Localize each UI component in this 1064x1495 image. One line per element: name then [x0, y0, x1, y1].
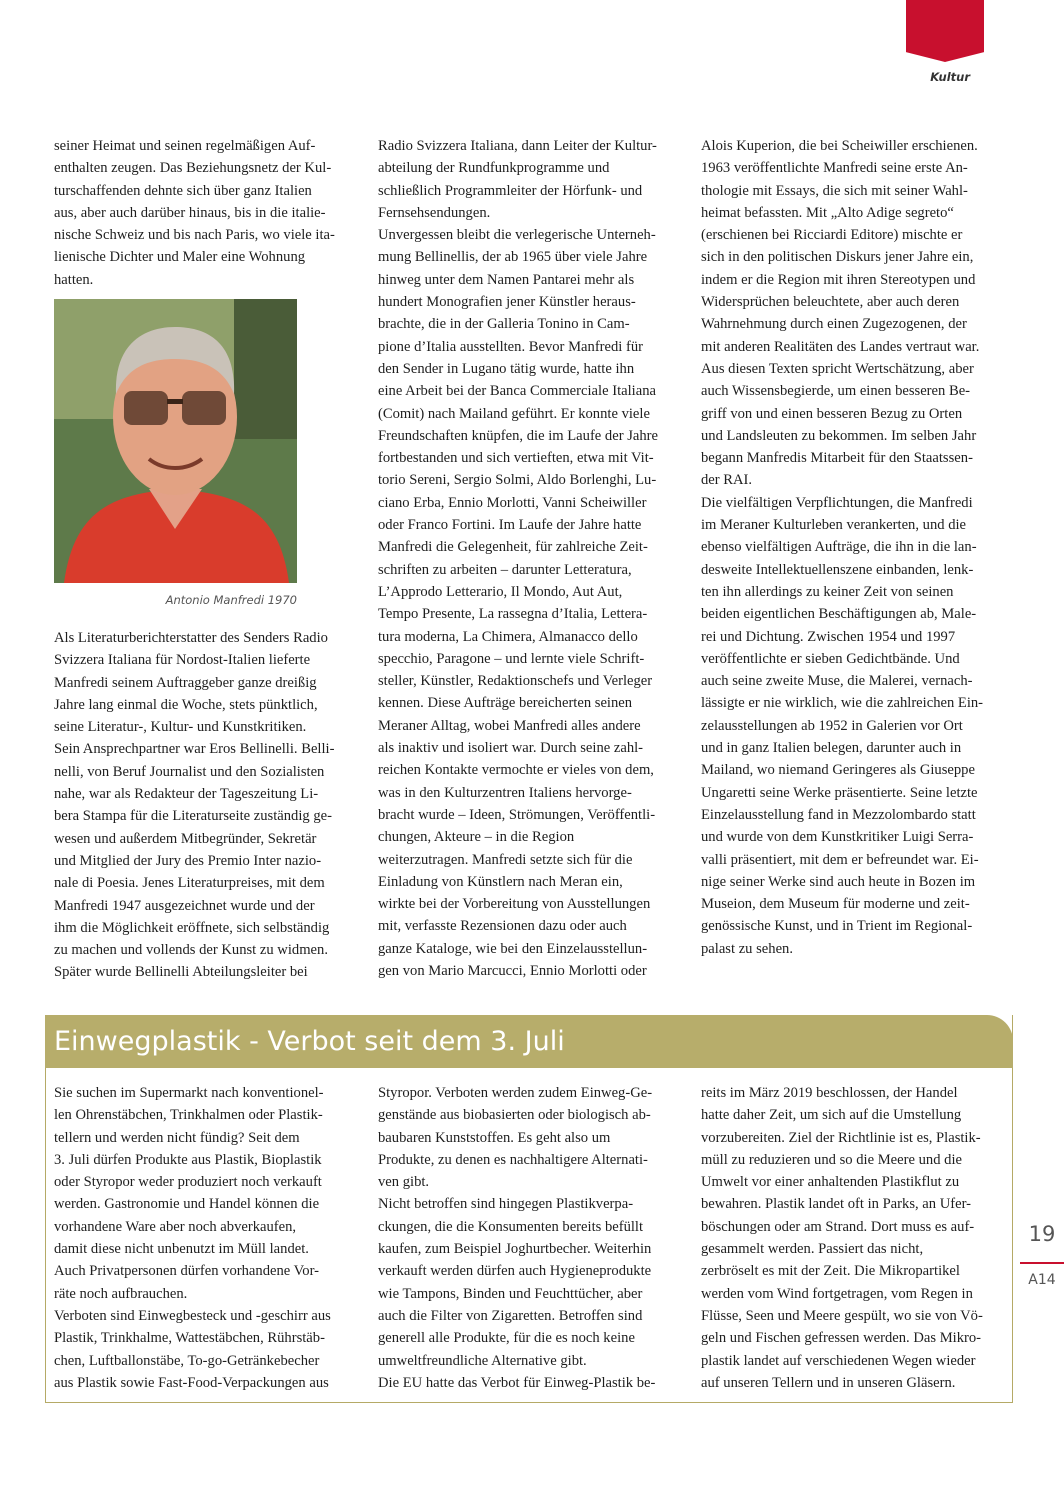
article-column-1-bottom — [54, 627, 354, 984]
section-label: Kultur — [930, 70, 970, 84]
info-box-column-1 — [54, 1082, 359, 1394]
article-column-1-top — [54, 135, 354, 291]
photo-caption: Antonio Manfredi 1970 — [165, 593, 297, 607]
page-code: A14 — [1028, 1272, 1056, 1288]
info-box-column-3 — [701, 1082, 1006, 1394]
info-box-paragraph: Styropor. Verboten werden zudem Einweg-Ge- genstände aus biobasierten oder biologisch ab- baubaren Kunststoffen. Es geht also um Produkte, zu denen es nachhaltigere Alternati- ven gibt. Nicht betroffen sind hingegen Plastikverpa- ckungen, die die Konsumenten bereits befüllt kaufen, zum Beispiel Joghurtbecher. Weiterhin verkauft werden dürfen auch Hygieneprodukte wie Tampons, Binden und Feuchttücher, aber auch die Filter von Zigaretten. Betroffen sind generell alle Produkte, für die es noch keine umweltfreundliche Alternative gibt. Die EU hatte das Verbot für Einweg-Plastik be- — [378, 1085, 656, 1391]
info-box-column-2 — [378, 1082, 683, 1394]
article-paragraph: Radio Svizzera Italiana, dann Leiter der Kultur- abteilung der Rundfunkprogramme und schließlich Programmleiter der Hörfunk- und Fernsehsendungen. Unvergessen bleibt die verlegerische Unterneh- mung Bellinellis, der ab 1965 über viele Jahre hinweg unter dem Namen Pantarei mehr als hundert Monografien jener Künstler heraus- brachte, die in der Galleria Tonino in Cam- pione d’Italia ausstellten. Bevor Manfredi für den Sender in Lugano tätig wurde, hatte ihn eine Arbeit bei der Banca Commerciale Italiana (Comit) nach Mailand geführt. Er konnte viele Freundschaften knüpfen, die im Laufe der Jahre fortbestanden und sich vertieften, etwa mit Vit- torio Sereni, Sergio Solmi, Aldo Borlenghi, Lu- ciano Erba, Ennio Morlotti, Vanni Scheiwiller oder Franco Fortini. Im Laufe der Jahre hatte Manfredi die Gelegenheit, für zahlreiche Zeit- schriften zu arbeiten – darunter Letteratura, L’Approdo Letterario, Il Mondo, Aut Aut, Tempo Presente, La rassegna d’Italia, Lettera- tura moderna, La Chimera, Almanacco dello specchio, Paragone – und lernte viele Schrift- steller, Künstler, Redaktionschefs und Verleger kennen. Diese Aufträge bereicherten seinen Meraner Alltag, wobei Manfredi alles andere als inaktiv und isoliert war. Durch seine zahl- reichen Kontakte vermochte er vieles von dem, was in den Kulturzentren Italiens hervorge- bracht wurde – Ideen, Strömungen, Veröffentli- chungen, Akteure – in die Region weiterzutragen. Manfredi setzte sich für die Einladung von Künstlern nach Meran ein, wirkte bei der Vorbereitung von Ausstellungen mit, verfasste Rezensionen dazu oder auch ganze Kataloge, wie bei den Einzelausstellun- gen von Mario Marcucci, Ennio Morlotti oder — [378, 138, 659, 979]
info-box-paragraph: Sie suchen im Supermarkt nach konventionel- len Ohrenstäbchen, Trinkhalmen oder Plastik- tellern und werden nicht fündig? Seit dem 3. Juli dürfen Produkte aus Plastik, Bioplastik oder Styropor weder produziert noch verkauft werden. Gastronomie und Handel können die vorhandene Ware aber noch abverkaufen, damit diese nicht unbenutzt im Müll landet. Auch Privatpersonen dürfen vorhandene Vor- räte noch aufbrauchen. Verboten sind Einwegbesteck und -geschirr aus Plastik, Trinkhalme, Wattestäbchen, Rührstäb- chen, Luftballonstäbe, To-go-Getränkebecher aus Plastik sowie Fast-Food-Verpackungen aus — [54, 1085, 331, 1391]
article-column-2 — [378, 135, 683, 982]
page-number: 19 — [1028, 1222, 1056, 1246]
info-box-title: Einwegplastik - Verbot seit dem 3. Juli — [54, 1026, 565, 1057]
portrait-photo-icon — [54, 299, 297, 583]
article-paragraph: Alois Kuperion, die bei Scheiwiller erschienen. 1963 veröffentlichte Manfredi seine erste An- thologie mit Essays, die sich mit seiner Wahl- heimat befassten. Mit „Alto Adige segreto“ (erschienen bei Ricciardi Editore) mischte er sich in den politischen Diskurs jener Jahre ein, indem er die Region mit ihren Stereotypen und Widersprüchen beleuchtete, aber auch deren Wahrnehmung durch einen Zugezogenen, der mit anderen Realitäten des Landes vertraut war. Aus diesen Texten spricht Wertschätzung, aber auch Wissensbegierde, um einen besseren Be- griff von und einen besseren Bezug zu Orten und Landsleuten zu bekommen. Im selben Jahr begann Manfredis Mitarbeit für den Staatssen- der RAI. Die vielfältigen Verpflichtungen, die Manfredi im Meraner Kulturleben verankerten, und die ebenso vielfältigen Aufträge, die ihn in die lan- desweite Intellektuellenszene einbanden, lenk- ten ihn allerdings zu keiner Zeit von seinen beiden eigentlichen Beschäftigungen ab, Male- rei und Dichtung. Zwischen 1954 und 1997 veröffentlichte er sieben Gedichtbände. Und auch seine zweite Muse, die Malerei, vernach- lässigte er nie wirklich, wie die zahlreichen Ein- zelausstellungen ab 1952 in Galerien vor Ort und in ganz Italien belegen, darunter auch in Mailand, wo niemand Geringeres als Giuseppe Ungaretti seine Werke präsentierte. Seine letzte Einzelausstellung fand in Mezzolombardo statt und wurde von dem Kunstkritiker Luigi Serra- valli präsentiert, mit dem er befreundet war. Ei- nige seiner Werke sind auch heute in Bozen im Museion, dem Museum für moderne und zeit- genössische Kunst, und in Trient im Regional- palast zu sehen. — [701, 138, 984, 957]
page-number-divider — [1020, 1262, 1064, 1264]
section-tab — [906, 0, 984, 62]
article-paragraph: Als Literaturberichterstatter des Senders Radio Svizzera Italiana für Nordost-Italien lieferte Manfredi seinem Auftraggeber ganze dreißig Jahre lang einmal die Woche, stets pünktlich, seine Literatur-, Kultur- und Kunstkritiken. Sein Ansprechpartner war Eros Bellinelli. Belli- nelli, von Beruf Journalist und den Sozialisten nahe, war als Redakteur der Tageszeitung Li- bera Stampa für die Literaturseite zuständig ge- wesen und außerdem Mitbegründer, Sekretär und Mitglied der Jury des Premio Inter nazio- nale di Poesia. Jenes Literaturpreises, mit dem Manfredi 1947 ausgezeichnet wurde und der ihm die Möglichkeit eröffnete, sich selbständig zu machen und vollends der Kunst zu widmen. Später wurde Bellinelli Abteilungsleiter bei — [54, 630, 335, 981]
article-paragraph: seiner Heimat und seinen regelmäßigen Auf- enthalten zeugen. Das Beziehungsnetz der Kul- turschaffenden dehnte sich über ganz Italien aus, aber auch darüber hinaus, bis in die italie- nische Schweiz und bis nach Paris, wo viele ita- lienische Dichter und Maler eine Wohnung hatten. — [54, 138, 335, 288]
article-column-3 — [701, 135, 1006, 960]
info-box-paragraph: reits im März 2019 beschlossen, der Handel hatte daher Zeit, um sich auf die Umstellung vorzubereiten. Ziel der Richtlinie ist es, Plastik- müll zu reduzieren und so die Meere und die Umwelt vor einer anhaltenden Plastikflut zu bewahren. Plastik landet oft in Parks, an Ufer- böschungen oder am Strand. Dort muss es auf- gesammelt werden. Passiert das nicht, zerbröselt es mit der Zeit. Die Mikropartikel werden vom Wind fortgetragen, vom Regen in Flüsse, Seen und Meere gespült, wo sie von Vö- geln und Fischen gefressen werden. Das Mikro- plastik landet auf verschiedenen Wegen wieder auf unseren Tellern und in unseren Gläsern. — [701, 1085, 983, 1391]
